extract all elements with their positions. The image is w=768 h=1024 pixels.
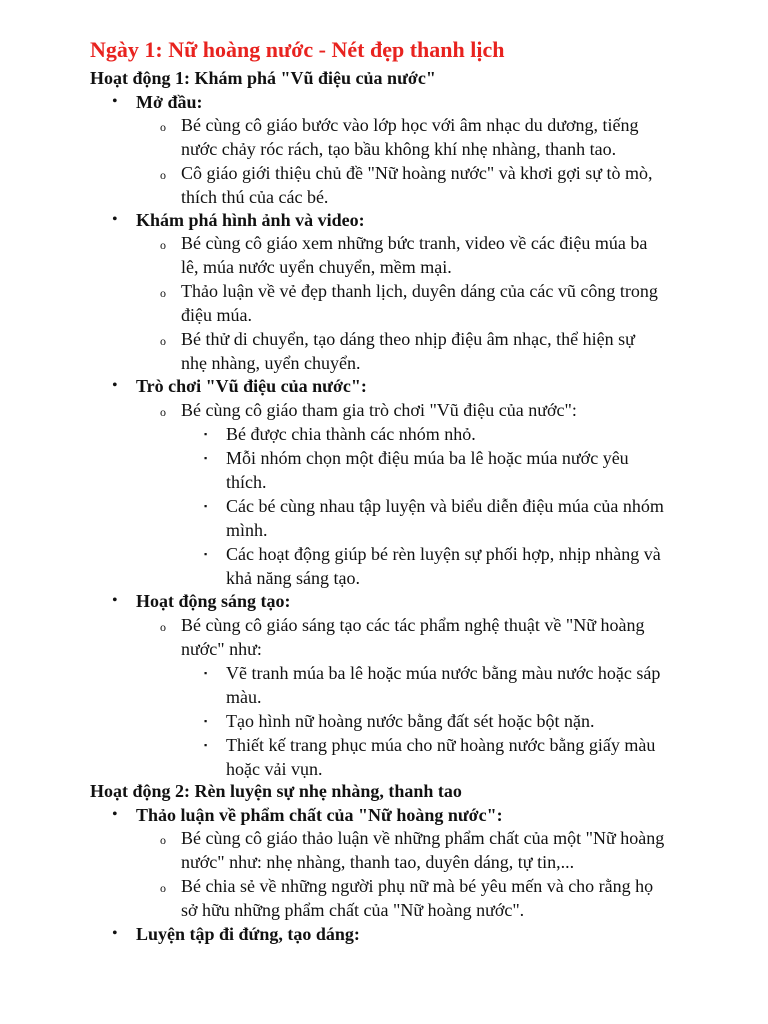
bullet-dot: • — [112, 93, 118, 110]
bullet-dot: • — [112, 592, 118, 609]
bullet-circle: o — [160, 334, 166, 348]
list-item-line: nước" như: nhẹ nhàng, thanh tao, duyên dáng, tự tin,... — [181, 852, 575, 872]
bullet-square: ▪ — [204, 429, 208, 439]
bullet-circle: o — [160, 405, 166, 419]
list-item-line: thích thú của các bé. — [181, 187, 329, 207]
list-item-line: nước" như: — [181, 639, 262, 659]
bullet-square: ▪ — [204, 549, 208, 559]
list-item-line: Bé cùng cô giáo sáng tạo các tác phẩm nghệ thuật về "Nữ hoàng — [181, 615, 645, 635]
list-item-line: Cô giáo giới thiệu chủ đề "Nữ hoàng nước" và khơi gợi sự tò mò, — [181, 163, 653, 183]
list-item-line: Các hoạt động giúp bé rèn luyện sự phối hợp, nhịp nhàng và — [226, 544, 661, 564]
bullet-circle: o — [160, 881, 166, 895]
bullet-circle: o — [160, 168, 166, 182]
bullet-dot: • — [112, 925, 118, 942]
list-item-line: Tạo hình nữ hoàng nước bằng đất sét hoặc bột nặn. — [226, 711, 595, 731]
bullet-circle: o — [160, 833, 166, 847]
list-item-line: Bé chia sẻ về những người phụ nữ mà bé yêu mến và cho rằng họ — [181, 876, 654, 896]
list-item-line: nước chảy róc rách, tạo bầu không khí nhẹ nhàng, thanh tao. — [181, 139, 617, 159]
list-item-line: lê, múa nước uyển chuyển, mềm mại. — [181, 257, 452, 277]
list-item-line: Bé cùng cô giáo thảo luận về những phẩm chất của một "Nữ hoàng — [181, 828, 665, 848]
bullet-dot: • — [112, 806, 118, 823]
list-item-line: khả năng sáng tạo. — [226, 568, 360, 588]
bullet-square: ▪ — [204, 453, 208, 463]
list-item-line: thích. — [226, 472, 267, 492]
list-item-line: sở hữu những phẩm chất của "Nữ hoàng nước". — [181, 900, 525, 920]
bullet-square: ▪ — [204, 716, 208, 726]
list-item-line: Thảo luận về vẻ đẹp thanh lịch, duyên dáng của các vũ công trong — [181, 281, 658, 301]
list-item-line: Bé thử di chuyển, tạo dáng theo nhịp điệu âm nhạc, thể hiện sự — [181, 329, 635, 349]
list-item-line: nhẹ nhàng, uyển chuyển. — [181, 353, 361, 373]
list-item-line: Mỗi nhóm chọn một điệu múa ba lê hoặc múa nước yêu — [226, 448, 629, 468]
section-heading: Trò chơi "Vũ điệu của nước": — [136, 376, 367, 396]
bullet-square: ▪ — [204, 501, 208, 511]
section-heading: Khám phá hình ảnh và video: — [136, 210, 365, 230]
bullet-circle: o — [160, 620, 166, 634]
activity-2-heading: Hoạt động 2: Rèn luyện sự nhẹ nhàng, thanh tao — [90, 781, 462, 801]
list-item-line: Bé được chia thành các nhóm nhỏ. — [226, 424, 476, 444]
bullet-square: ▪ — [204, 668, 208, 678]
list-item-line: màu. — [226, 687, 262, 707]
bullet-dot: • — [112, 377, 118, 394]
bullet-dot: • — [112, 211, 118, 228]
list-item-line: mình. — [226, 520, 268, 540]
list-item-line: Các bé cùng nhau tập luyện và biểu diễn điệu múa của nhóm — [226, 496, 664, 516]
list-item-line: Bé cùng cô giáo xem những bức tranh, video về các điệu múa ba — [181, 233, 648, 253]
section-heading: Hoạt động sáng tạo: — [136, 591, 291, 611]
section-heading: Luyện tập đi đứng, tạo dáng: — [136, 924, 360, 944]
list-item-line: Bé cùng cô giáo tham gia trò chơi "Vũ điệu của nước": — [181, 400, 577, 420]
section-heading: Mở đầu: — [136, 92, 203, 112]
list-item-line: điệu múa. — [181, 305, 252, 325]
list-item-line: Thiết kế trang phục múa cho nữ hoàng nước bằng giấy màu — [226, 735, 656, 755]
section-heading: Thảo luận về phẩm chất của "Nữ hoàng nước": — [136, 805, 503, 825]
list-item-line: Vẽ tranh múa ba lê hoặc múa nước bằng màu nước hoặc sáp — [226, 663, 661, 683]
bullet-circle: o — [160, 238, 166, 252]
list-item-line: hoặc vải vụn. — [226, 759, 323, 779]
list-item-line: Bé cùng cô giáo bước vào lớp học với âm nhạc du dương, tiếng — [181, 115, 639, 135]
bullet-square: ▪ — [204, 740, 208, 750]
bullet-circle: o — [160, 120, 166, 134]
activity-1-heading: Hoạt động 1: Khám phá "Vũ điệu của nước" — [90, 68, 436, 88]
bullet-circle: o — [160, 286, 166, 300]
page-title: Ngày 1: Nữ hoàng nước - Nét đẹp thanh lịch — [90, 37, 505, 62]
